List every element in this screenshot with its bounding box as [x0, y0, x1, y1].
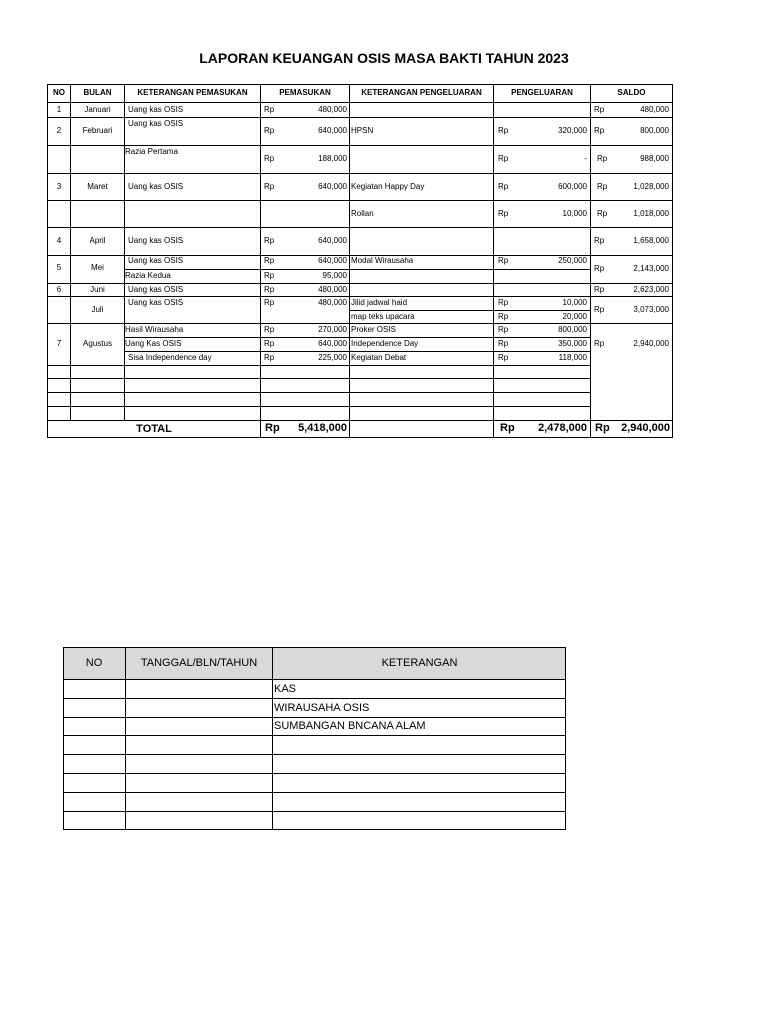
cell-ket-pemasukan: Uang kas OSIS [128, 182, 184, 191]
header-saldo: SALDO [617, 88, 646, 97]
cell-pemasukan: 480,000 [318, 285, 347, 294]
cell-ket-pemasukan: Razia Pertama [125, 147, 178, 156]
cell-rp: Rp [594, 126, 605, 135]
cell-no: 6 [56, 285, 62, 294]
cell-ket-pengeluaran: HPSN [351, 126, 374, 135]
header-keterangan-pengeluaran: KETERANGAN PENGELUARAN [361, 88, 482, 97]
total-rp: Rp [500, 422, 515, 434]
cell-no: 5 [56, 263, 62, 272]
cell-rp: Rp [594, 285, 605, 294]
header-no: NO [53, 88, 65, 97]
cell-bulan: Agustus [83, 339, 112, 348]
cell-saldo: 2,940,000 [633, 339, 669, 348]
cell-saldo: 1,028,000 [633, 182, 669, 191]
cell-pemasukan: 640,000 [318, 339, 347, 348]
cell-ket-pengeluaran: Proker OSIS [351, 325, 396, 334]
cell-rp: Rp [264, 285, 275, 294]
cell-rp: Rp [498, 353, 509, 362]
cell-pengeluaran: 350,000 [558, 339, 587, 348]
cell-rp: Rp [264, 339, 275, 348]
cell-rp: Rp [264, 126, 275, 135]
cell-ket-pengeluaran: Kegiatan Happy Day [351, 182, 425, 191]
total-rp: Rp [595, 422, 610, 434]
cell-ket-pengeluaran: Rollan [351, 209, 374, 218]
cell-saldo: 480,000 [640, 105, 669, 114]
cell-ket-pengeluaran: Kegiatan Debat [351, 353, 407, 362]
cell-rp: Rp [264, 353, 275, 362]
cell-pemasukan: 188,000 [318, 154, 347, 163]
cell-rp: Rp [498, 339, 509, 348]
cell-saldo: 1,658,000 [633, 236, 669, 245]
cell-rp: Rp [264, 182, 275, 191]
cell-rp: Rp [498, 182, 509, 191]
cell-ket-pemasukan: Razia Kedua [125, 271, 171, 280]
cell-no: 4 [56, 236, 62, 245]
cell-no: 3 [56, 182, 62, 191]
total-pemasukan: 5,418,000 [298, 422, 347, 434]
cell-rp: Rp [594, 339, 605, 348]
cell-ket-pemasukan: Uang kas OSIS [128, 236, 184, 245]
cell-pemasukan: 640,000 [318, 236, 347, 245]
cell-ket-pemasukan: Uang kas OSIS [128, 285, 184, 294]
table2-cell-keterangan: KAS [274, 683, 297, 695]
header-pengeluaran: PENGELUARAN [511, 88, 573, 97]
cell-ket-pemasukan: Uang kas OSIS [128, 256, 184, 265]
cell-rp: Rp [498, 325, 509, 334]
table2-cell-keterangan: WIRAUSAHA OSIS [274, 702, 370, 714]
cell-rp: Rp [264, 105, 275, 114]
cell-pengeluaran: 10,000 [562, 298, 587, 307]
cell-bulan: April [89, 236, 106, 245]
cell-rp: Rp [498, 256, 509, 265]
cell-rp: Rp [594, 264, 605, 273]
cell-rp: Rp [498, 209, 509, 218]
cell-pengeluaran: 250,000 [558, 256, 587, 265]
cell-no: 7 [56, 339, 62, 348]
total-pengeluaran: 2,478,000 [538, 422, 587, 434]
cell-ket-pemasukan: Uang kas OSIS [128, 119, 184, 128]
cell-bulan: Mei [91, 263, 104, 272]
table2-header-keterangan: KETERANGAN [381, 657, 458, 669]
cell-bulan: Juli [91, 305, 104, 314]
table2-cell-keterangan: SUMBANGAN BNCANA ALAM [274, 720, 426, 732]
cell-ket-pemasukan: Uang kas OSIS [128, 298, 184, 307]
report-title: LAPORAN KEUANGAN OSIS MASA BAKTI TAHUN 2023 [199, 50, 569, 66]
cell-saldo: 800,000 [640, 126, 669, 135]
cell-rp: Rp [264, 325, 275, 334]
cell-pemasukan: 225,000 [318, 353, 347, 362]
header-keterangan-pemasukan: KETERANGAN PEMASUKAN [137, 88, 248, 97]
cell-pemasukan: 640,000 [318, 182, 347, 191]
cell-pemasukan: 480,000 [318, 298, 347, 307]
cell-bulan: Februari [82, 126, 113, 135]
cell-pemasukan: 270,000 [318, 325, 347, 334]
cell-pengeluaran: - [584, 154, 587, 163]
cell-bulan: Januari [84, 105, 111, 114]
cell-pengeluaran: 118,000 [558, 353, 587, 362]
cell-rp: Rp [498, 312, 509, 321]
cell-rp: Rp [594, 305, 605, 314]
cell-saldo: 2,623,000 [633, 285, 669, 294]
total-rp: Rp [265, 422, 280, 434]
cell-no: 1 [56, 105, 62, 114]
cell-rp: Rp [264, 256, 275, 265]
cell-bulan: Maret [87, 182, 108, 191]
cell-rp: Rp [594, 236, 605, 245]
cell-ket-pengeluaran: Independence Day [351, 339, 419, 348]
cell-ket-pengeluaran: Jilid jadwal haid [351, 298, 408, 307]
cell-rp: Rp [498, 154, 509, 163]
cell-pemasukan: 640,000 [318, 126, 347, 135]
header-pemasukan: PEMASUKAN [279, 88, 331, 97]
table2-header-no: NO [85, 657, 103, 669]
cell-pengeluaran: 320,000 [558, 126, 587, 135]
cell-pengeluaran: 600,000 [558, 182, 587, 191]
table2-header-tanggal: TANGGAL/BLN/TAHUN [140, 657, 258, 669]
cell-ket-pengeluaran: Modal Wirausaha [351, 256, 414, 265]
cell-ket-pemasukan: Sisa Independence day [128, 353, 212, 362]
cell-ket-pemasukan: Hasil Wirausaha [125, 325, 184, 334]
cell-rp: Rp [597, 209, 608, 218]
cell-pengeluaran: 10,000 [562, 209, 587, 218]
cell-pemasukan: 480,000 [318, 105, 347, 114]
cell-rp: Rp [498, 298, 509, 307]
cell-saldo: 1,018,000 [633, 209, 669, 218]
cell-rp: Rp [264, 298, 275, 307]
cell-ket-pemasukan: Uang Kas OSIS [125, 339, 182, 348]
total-saldo: 2,940,000 [621, 422, 670, 434]
cell-pengeluaran: 20,000 [562, 312, 587, 321]
header-bulan: BULAN [83, 88, 112, 97]
total-label: TOTAL [136, 423, 172, 435]
cell-pemasukan: 640,000 [318, 256, 347, 265]
cell-saldo: 3,073,000 [633, 305, 669, 314]
cell-saldo: 2,143,000 [633, 264, 669, 273]
cell-rp: Rp [597, 182, 608, 191]
cell-bulan: Juni [90, 285, 105, 294]
cell-ket-pengeluaran: map teks upacara [351, 312, 415, 321]
cell-pemasukan: 95,000 [322, 271, 347, 280]
cell-rp: Rp [597, 154, 608, 163]
cell-rp: Rp [264, 236, 275, 245]
cell-rp: Rp [264, 271, 275, 280]
cell-rp: Rp [498, 126, 509, 135]
cell-pengeluaran: 800,000 [558, 325, 587, 334]
cell-saldo: 988,000 [640, 154, 669, 163]
cell-rp: Rp [264, 154, 275, 163]
cell-ket-pemasukan: Uang kas OSIS [128, 105, 184, 114]
cell-rp: Rp [594, 105, 605, 114]
cell-no: 2 [56, 126, 62, 135]
